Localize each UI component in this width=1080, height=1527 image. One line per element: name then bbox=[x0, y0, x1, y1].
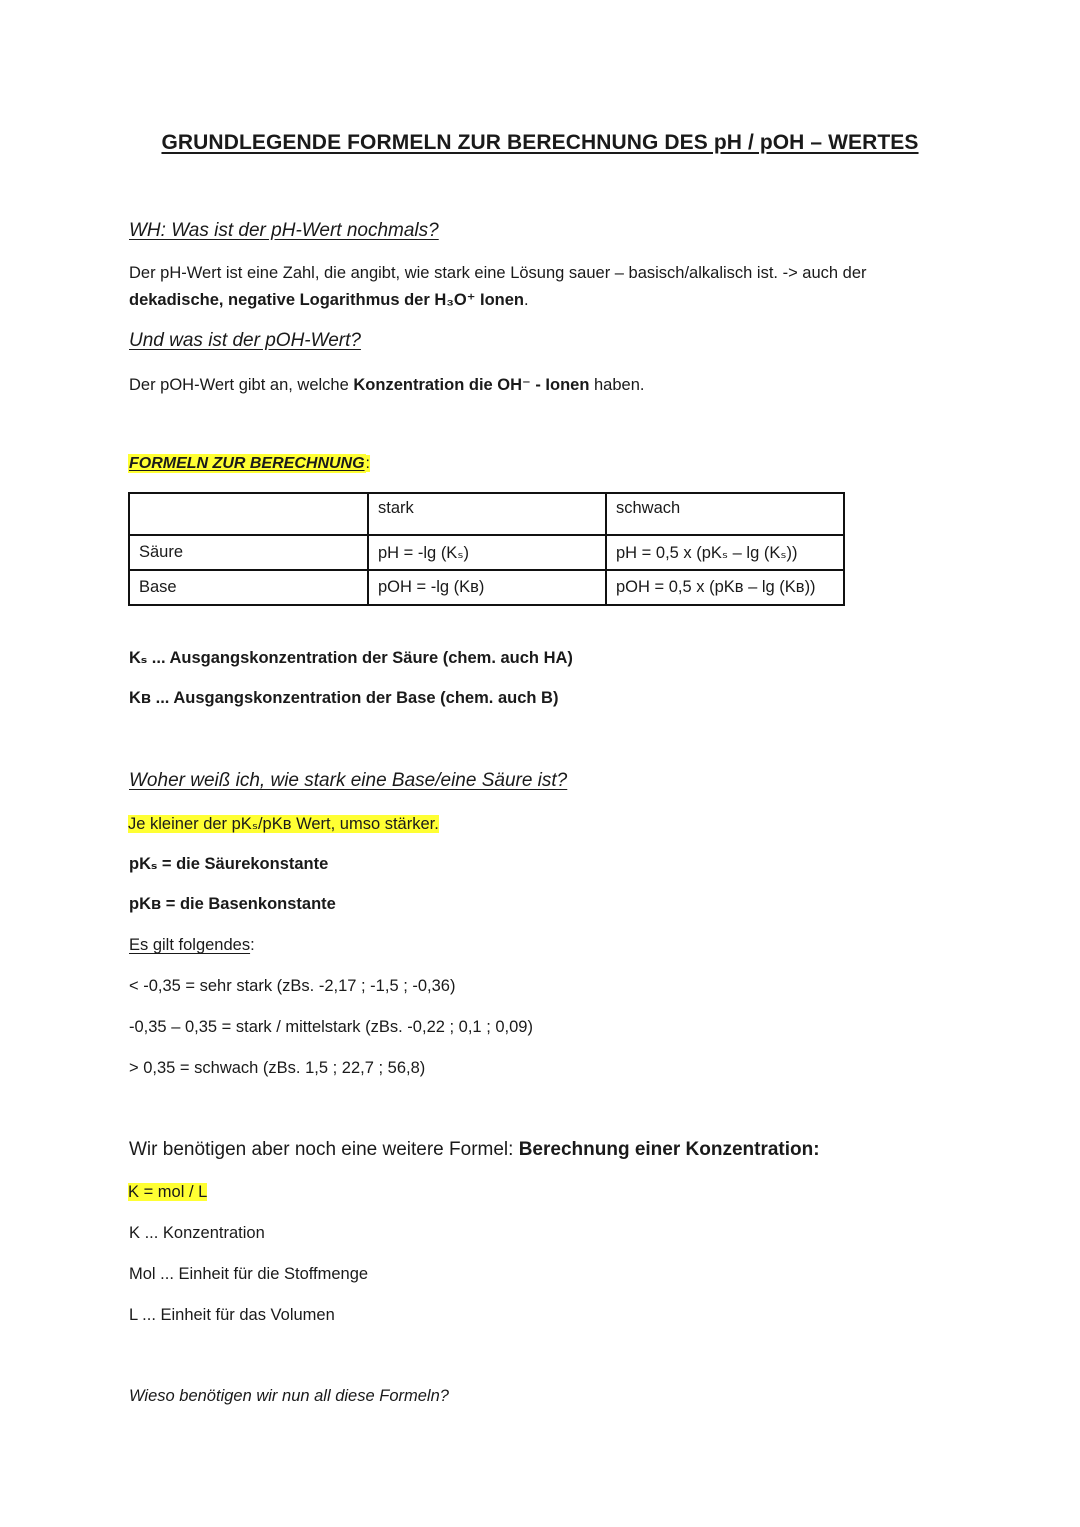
formula-table-corner-cell bbox=[129, 493, 368, 535]
formeln-heading-colon: : bbox=[365, 455, 370, 472]
rule-schwach: > 0,35 = schwach (zBs. 1,5 ; 22,7 ; 56,8) bbox=[129, 1059, 426, 1077]
wh-line-2-end: . bbox=[524, 291, 529, 309]
wh-line-1: Der pH-Wert ist eine Zahl, die angibt, wie stark eine Lösung sauer – basisch/alkalisch ist. -> auch der bbox=[129, 264, 867, 282]
wh-question: WH: Was ist der pH-Wert nochmals? bbox=[129, 220, 439, 241]
closing-question: Wieso benötigen wir nun all diese Formeln? bbox=[129, 1387, 449, 1405]
formula-table-header-row bbox=[129, 493, 844, 535]
pkb-definition: pKʙ = die Basenkonstante bbox=[129, 895, 336, 913]
pks-definition: pKₛ = die Säurekonstante bbox=[129, 855, 329, 873]
formula-table-row-base bbox=[129, 570, 844, 605]
es-gilt-line bbox=[129, 936, 255, 955]
table-cell: pH = 0,5 x (pKₛ – lg (Kₛ)) bbox=[606, 535, 844, 570]
formula-table bbox=[128, 492, 845, 606]
konzentration-intro-start: Wir benötigen aber noch eine weitere Formel: bbox=[129, 1139, 519, 1160]
table-cell: pH = -lg (Kₛ) bbox=[368, 535, 606, 570]
poh-text bbox=[129, 375, 644, 395]
l-definition: L ... Einheit für das Volumen bbox=[129, 1306, 335, 1324]
table-cell: Säure bbox=[129, 535, 368, 570]
staerke-question: Woher weiß ich, wie stark eine Base/eine Säure ist? bbox=[129, 770, 568, 791]
kb-definition: Kʙ ... Ausgangskonzentration der Base (chem. auch B) bbox=[129, 689, 559, 707]
konzentration-intro-bold: Berechnung einer Konzentration: bbox=[518, 1139, 820, 1160]
formeln-heading: FORMELN ZUR BERECHNUNG bbox=[129, 455, 365, 472]
konzentration-formula: K = mol / L bbox=[128, 1183, 208, 1201]
wh-line-2 bbox=[129, 290, 529, 310]
table-cell: Base bbox=[129, 570, 368, 605]
poh-question: Und was ist der pOH-Wert? bbox=[129, 330, 361, 351]
es-gilt-colon: : bbox=[250, 936, 255, 954]
konzentration-intro bbox=[129, 1139, 820, 1161]
staerke-highlight: Je kleiner der pKₛ/pKʙ Wert, umso stärker. bbox=[128, 815, 439, 833]
mol-definition: Mol ... Einheit für die Stoffmenge bbox=[129, 1265, 369, 1283]
formeln-heading-line bbox=[128, 455, 370, 473]
poh-text-bold: Konzentration die OH⁻ - Ionen bbox=[353, 376, 590, 394]
wh-line-2-bold: dekadische, negative Logarithmus der H₃O⁺ Ionen bbox=[129, 291, 525, 309]
formula-table-header-stark: stark bbox=[368, 493, 606, 535]
rule-stark-mittelstark: -0,35 – 0,35 = stark / mittelstark (zBs. -0,22 ; 0,1 ; 0,09) bbox=[129, 1018, 533, 1036]
poh-text-start: Der pOH-Wert gibt an, welche bbox=[129, 376, 354, 394]
page-title: GRUNDLEGENDE FORMELN ZUR BERECHNUNG DES pH / pOH – WERTES bbox=[161, 131, 919, 154]
table-cell: pOH = -lg (Kʙ) bbox=[368, 570, 606, 605]
poh-text-end: haben. bbox=[589, 376, 645, 394]
table-cell: pOH = 0,5 x (pKʙ – lg (Kʙ)) bbox=[606, 570, 844, 605]
formula-table-row-saeure bbox=[129, 535, 844, 570]
k-definition: K ... Konzentration bbox=[129, 1224, 265, 1242]
formula-table-header-schwach: schwach bbox=[606, 493, 844, 535]
rule-sehr-stark: < -0,35 = sehr stark (zBs. -2,17 ; -1,5 ; -0,36) bbox=[129, 977, 456, 995]
ks-definition: Kₛ ... Ausgangskonzentration der Säure (chem. auch HA) bbox=[129, 649, 573, 667]
konzentration-formula-line bbox=[128, 1183, 207, 1202]
staerke-highlight-line bbox=[128, 814, 439, 834]
es-gilt-label: Es gilt folgendes bbox=[129, 936, 251, 954]
